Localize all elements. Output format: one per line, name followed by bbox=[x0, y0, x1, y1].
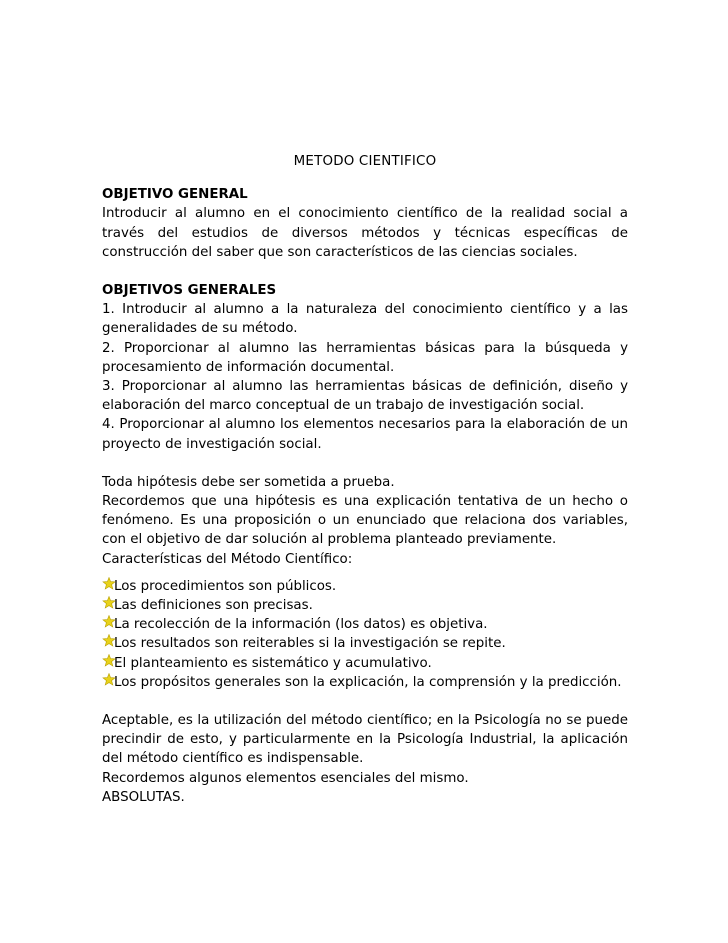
star-bullet-icon bbox=[102, 634, 116, 648]
caracteristicas-list bbox=[102, 577, 628, 692]
list-item bbox=[102, 615, 628, 634]
objetivo-item: 1. Introducir al alumno a la naturaleza del conocimiento científico y a las generalidades de su método. bbox=[102, 302, 628, 337]
objetivos-generales-heading: OBJETIVOS GENERALES bbox=[102, 283, 277, 299]
closing-line: ABSOLUTAS. bbox=[102, 789, 185, 805]
document-body bbox=[102, 152, 628, 807]
paragraph-gap bbox=[102, 262, 628, 281]
document-title: METODO CIENTIFICO bbox=[293, 154, 437, 169]
closing-paragraph: Aceptable, es la utilización del método científico; en la Psicología no se puede precindir de esto, y particularmente en la Psicología Industrial, la aplicación del método científico es indispensable. bbox=[102, 713, 628, 767]
list-item-text: El planteamiento es sistemático y acumulativo. bbox=[114, 655, 432, 671]
list-item bbox=[102, 634, 628, 653]
objetivo-general-heading: OBJETIVO GENERAL bbox=[102, 187, 248, 203]
list-item bbox=[102, 577, 628, 596]
list-item-text: Los resultados son reiterables si la investigación se repite. bbox=[114, 636, 506, 652]
caracteristicas-intro: Características del Método Científico: bbox=[102, 551, 353, 567]
objetivo-general-text: Introducir al alumno en el conocimiento científico de la realidad social a través del estudios de diversos métodos y técnicas específicas de construcción del saber que son característicos de las ciencias sociales. bbox=[102, 206, 628, 260]
objetivo-item: 2. Proporcionar al alumno las herramientas básicas para la búsqueda y procesamiento de información documental. bbox=[102, 340, 628, 375]
list-item bbox=[102, 596, 628, 615]
star-bullet-icon bbox=[102, 654, 116, 668]
objetivo-item: 3. Proporcionar al alumno las herramientas básicas de definición, diseño y elaboración del marco conceptual de un trabajo de investigación social. bbox=[102, 379, 628, 414]
hipotesis-line: Toda hipótesis debe ser sometida a prueba. bbox=[102, 474, 395, 490]
list-item-text: La recolección de la información (los datos) es objetiva. bbox=[114, 617, 488, 633]
list-item bbox=[102, 673, 628, 692]
list-item bbox=[102, 654, 628, 673]
paragraph-gap bbox=[102, 454, 628, 473]
closing-line: Recordemos algunos elementos esenciales del mismo. bbox=[102, 770, 469, 786]
objetivo-item: 4. Proporcionar al alumno los elementos necesarios para la elaboración de un proyecto de investigación social. bbox=[102, 417, 628, 452]
paragraph-gap bbox=[102, 692, 628, 711]
star-bullet-icon bbox=[102, 577, 116, 591]
list-item-text: Los procedimientos son públicos. bbox=[114, 578, 337, 594]
star-bullet-icon bbox=[102, 615, 116, 629]
hipotesis-definition: Recordemos que una hipótesis es una explicación tentativa de un hecho o fenómeno. Es una proposición o un enunciado que relaciona dos variables, con el objetivo de dar solución al problema planteado previamente. bbox=[102, 494, 628, 548]
star-bullet-icon bbox=[102, 673, 116, 687]
paragraph-gap bbox=[102, 569, 628, 577]
star-bullet-icon bbox=[102, 596, 116, 610]
list-item-text: Los propósitos generales son la explicación, la comprensión y la predicción. bbox=[114, 674, 622, 690]
list-item-text: Las definiciones son precisas. bbox=[114, 598, 313, 614]
